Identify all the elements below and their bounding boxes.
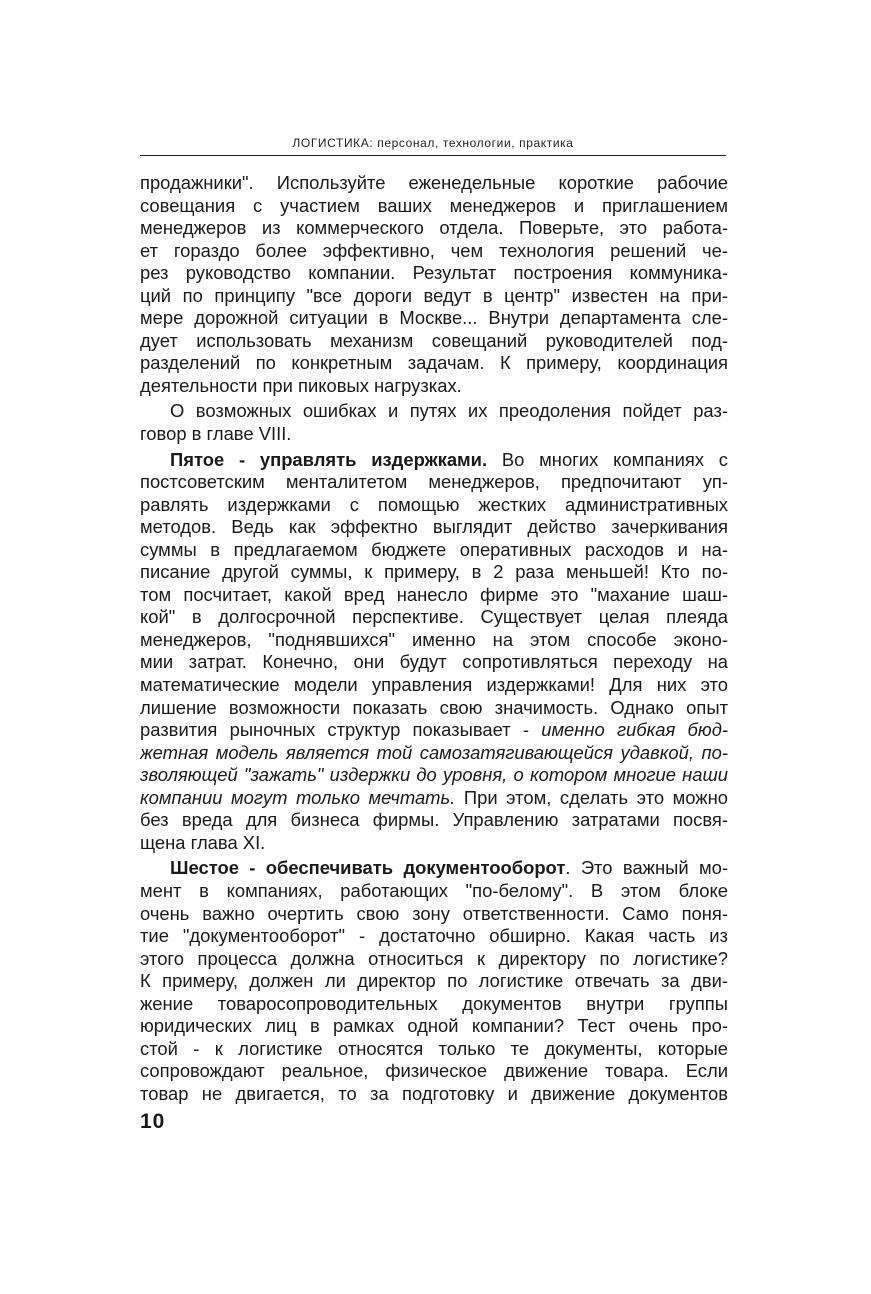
paragraph	[140, 449, 728, 855]
paragraph	[140, 857, 728, 1105]
paragraph	[140, 400, 728, 445]
text-line: ет гораздо более эффективно, чем технология решений че-	[140, 239, 728, 261]
text-line: сопровождают реальное, физическое движение товара. Если	[140, 1060, 728, 1082]
text-run: . Это важный мо-	[565, 857, 728, 879]
italic-run: именно гибкая бюд-	[541, 719, 729, 741]
text-line	[140, 857, 728, 880]
text-line: лишение возможности показать свою значимость. Однако опыт	[140, 696, 728, 718]
text-line: писание другой суммы, к примеру, в 2 раза меньшей! Кто по-	[140, 561, 728, 583]
header-rule	[140, 155, 726, 156]
text-line: совещания с участием ваших менеджеров и приглашением	[140, 194, 728, 216]
text-run: При этом, сделать это можно	[455, 786, 728, 808]
text-line: К примеру, должен ли директор по логистике отвечать за дви-	[140, 970, 728, 992]
text-line: стой - к логистике относятся только те документы, которые	[140, 1037, 728, 1059]
paragraph	[140, 172, 728, 397]
text-line	[140, 449, 728, 472]
text-line: дует использовать механизм совещаний руководителей под-	[140, 329, 728, 351]
text-line: кой" в долгосрочной перспективе. Существует целая плеяда	[140, 606, 728, 628]
text-line: этого процесса должна относиться к директору по логистике?	[140, 947, 728, 969]
page-number: 10	[140, 1110, 166, 1133]
text-line	[140, 787, 728, 810]
text-line: О возможных ошибках и путях их преодоления пойдет раз-	[170, 400, 728, 422]
text-line: менеджеров из коммерческого отдела. Поверьте, это работа-	[140, 217, 728, 239]
text-line: жетная модель является той самозатягивающейся удавкой, по-	[140, 741, 728, 763]
text-line: щена глава XI.	[140, 831, 266, 853]
text-line: ций по принципу "все дороги ведут в центр" известен на при-	[140, 284, 728, 306]
text-line: товар не двигается, то за подготовку и движение документов	[140, 1082, 728, 1104]
text-line: том посчитает, какой вред нанесло фирме это "махание шаш-	[140, 583, 728, 605]
text-line: без вреда для бизнеса фирмы. Управлению затратами посвя-	[140, 809, 728, 831]
text-line: юридических лиц в рамках одной компании? Тест очень про-	[140, 1015, 728, 1037]
text-line	[140, 719, 728, 742]
text-line: очень важно очертить свою зону ответственности. Само поня-	[140, 902, 728, 924]
text-line: разделений по конкретным задачам. К примеру, координация	[140, 352, 728, 374]
text-line: менеджеров, "поднявшихся" именно на этом способе эконо-	[140, 628, 728, 650]
text-line: рез руководство компании. Результат построения коммуника-	[140, 262, 728, 284]
text-line: зволяющей "зажать" издержки до уровня, о котором многие наши	[140, 764, 728, 786]
body-text	[140, 172, 728, 1105]
bold-heading: Пятое - управлять издержками.	[170, 448, 488, 470]
italic-run: компании могут только мечтать.	[140, 786, 456, 808]
text-line: методов. Ведь как эффектно выглядит действо зачеркивания	[140, 516, 728, 538]
running-head: ЛОГИСТИКА: персонал, технологии, практика	[292, 136, 574, 150]
text-line: мент в компаниях, работающих "по-белому". В этом блоке	[140, 879, 728, 901]
text-line: математические модели управления издержками! Для них это	[140, 674, 728, 696]
text-line: продажники". Используйте еженедельные короткие рабочие	[140, 172, 728, 193]
text-line: равлять издержками с помощью жестких административных	[140, 493, 728, 515]
text-line: суммы в предлагаемом бюджете оперативных расходов и на-	[140, 538, 728, 560]
text-line: мере дорожной ситуации в Москве... Внутри департамента сле-	[140, 307, 728, 329]
text-line: говор в главе VIII.	[140, 423, 292, 445]
text-line: мии затрат. Конечно, они будут сопротивляться переходу на	[140, 651, 728, 673]
text-line: деятельности при пиковых нагрузках.	[140, 374, 462, 396]
text-line: постсоветским менталитетом менеджеров, предпочитают уп-	[140, 471, 728, 493]
bold-heading: Шестое - обеспечивать документооборот	[170, 857, 566, 879]
text-run: Во многих компаниях с	[487, 448, 728, 470]
text-run: развития рыночных структур показывает -	[140, 719, 542, 741]
text-line: жение товаросопроводительных документов внутри группы	[140, 992, 728, 1014]
text-line: тие "документооборот" - достаточно обширно. Какая часть из	[140, 925, 728, 947]
